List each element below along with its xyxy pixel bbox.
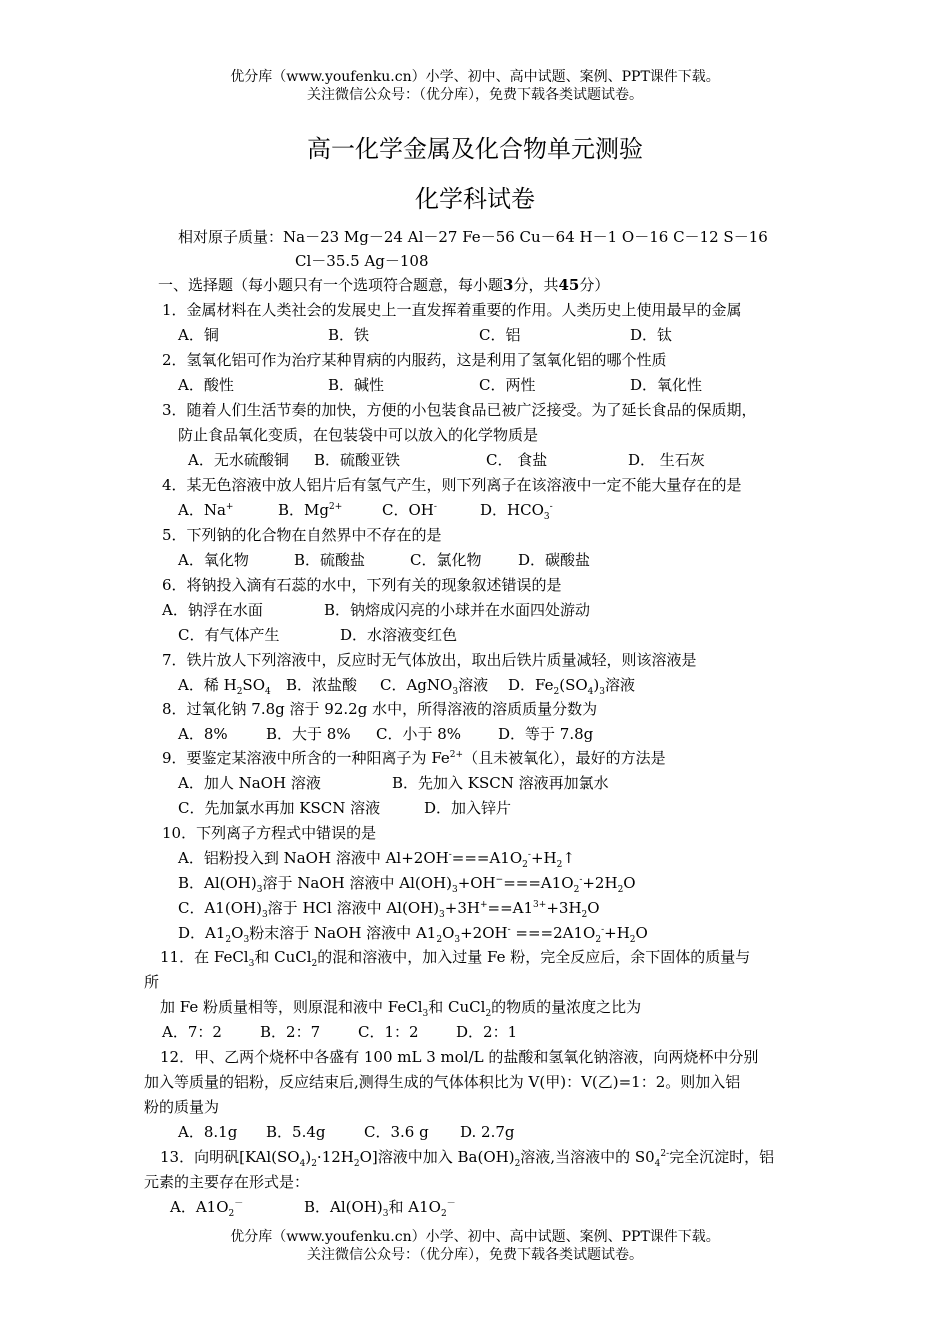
q3-options: [188, 449, 705, 471]
atomic-mass-line-2: Cl－35.5 Ag－108: [295, 252, 429, 270]
q12-option-a: A．8.1g: [178, 1123, 238, 1141]
header-line-1: 优分库（www.youfenku.cn）小学、初中、高中试题、案例、PPT课件下载。: [230, 69, 720, 85]
q5-stem: 5．下列钠的化合物在自然界中不存在的是: [162, 526, 442, 544]
q5-options: [178, 549, 590, 571]
q13-stem-1: 13．向明矾$[KAl(SO_4)_2\cdot 12H_2O]$溶液中加入 $Ba(OH)_2$溶液,当溶液中的 $S0_4^{2-}$完全沉淀时，铝: [160, 1148, 775, 1169]
q1-options: [178, 324, 672, 346]
atomic-mass-line-1: 相对原子质量：Na－23 Mg－24 Al－27 Fe－56 Cu－64 H－1 O－16 C－12 S－16: [178, 228, 768, 246]
q4-stem: 4．某无色溶液中放人铝片后有氢气产生，则下列离子在该溶液中一定不能大量存在的是: [162, 476, 742, 494]
q1-option-b: B．铁: [328, 326, 370, 344]
q1-stem: 1．金属材料在人类社会的发展史上一直发挥着重要的作用。人类历史上使用最早的金属: [162, 301, 742, 319]
q12-stem-1: 12．甲、乙两个烧杯中各盛有 100 mL 3 mol/L 的盐酸和氢氧化钠溶液，向两烧杯中分别: [160, 1048, 759, 1066]
q1-option-d: D．钛: [630, 326, 673, 344]
q11-option-a: A．7：2: [162, 1023, 222, 1041]
q4-option-b: B．$Mg^{2+}$: [278, 501, 343, 519]
q6-options-row-2: [178, 624, 457, 646]
q9-option-b: B．先加入 KSCN 溶液再加氯水: [392, 774, 609, 792]
q4-option-a: A．Na+: [178, 501, 234, 519]
q3-option-a: A．无水硫酸铜: [188, 451, 289, 469]
footer-line-2: 关注微信公众号：（优分库），免费下载各类试题试卷。: [307, 1247, 643, 1263]
q6-option-d: D．水溶液变红色: [340, 626, 458, 644]
q1-option-a: A．铜: [178, 326, 219, 344]
q8-options: [178, 723, 593, 745]
q7-options: [178, 674, 635, 696]
q12-options: [178, 1121, 515, 1143]
q7-option-d: D．$Fe_2(SO_4)_3$溶液: [508, 676, 636, 697]
q10-option-b: B．$Al(OH)_3$溶于 NaOH 溶液中 $Al(OH)_3+OH^-===A1O_2^-+2H_2O$: [178, 874, 636, 895]
section-heading: [158, 274, 609, 296]
q5-option-d: D．碳酸盐: [518, 551, 591, 569]
q2-options: [178, 374, 702, 396]
page-subtitle: 化学科试卷: [415, 185, 535, 213]
q8-option-c: C．小于 8%: [376, 725, 462, 743]
footer-line-1: 优分库（www.youfenku.cn）小学、初中、高中试题、案例、PPT课件下载。: [230, 1229, 720, 1245]
page-title: 高一化学金属及化合物单元测验: [307, 135, 643, 163]
q2-option-a: A．酸性: [178, 376, 234, 394]
q11-option-b: B．2：7: [260, 1023, 321, 1041]
q3-option-c: C． 食盐: [486, 451, 548, 469]
q9-option-a: A．加人 NaOH 溶液: [178, 774, 321, 792]
q12-option-d: D. 2.7g: [460, 1123, 515, 1141]
q12-stem-2: 加入等质量的铝粉，反应结束后,测得生成的气体体积比为 V(甲)：V(乙)=1：2。则加入铝: [144, 1073, 741, 1091]
q11-option-d: D．2：1: [456, 1023, 518, 1041]
q12-option-c: C．3.6 g: [364, 1123, 429, 1141]
q10-option-a: A．铝粉投入到 NaOH 溶液中 $Al+2OH^-===A1O_2^-+H_2↑$: [178, 849, 575, 870]
q13-stem-2: 元素的主要存在形式是：: [144, 1173, 310, 1191]
q11-option-c: C．1：2: [358, 1023, 419, 1041]
q4-option-c: C．OH-: [382, 501, 437, 519]
q2-option-c: C．两性: [479, 376, 536, 394]
q9-stem: 9．要鉴定某溶液中所含的一种阳离子为 $Fe^{2+}$（且未被氧化），最好的方法是: [162, 749, 666, 767]
q3-stem-2: 防止食品氧化变质，在包装袋中可以放入的化学物质是: [178, 426, 539, 444]
q6-option-a: A．钠浮在水面: [162, 601, 263, 619]
q8-option-b: B．大于 8%: [266, 725, 351, 743]
q13-option-b: B．$Al(OH)_3$和 $A1O_2^-$: [304, 1198, 456, 1219]
q13-options: [170, 1196, 456, 1218]
q8-option-d: D．等于 7.8g: [498, 725, 594, 743]
section-middle: 分，共: [513, 276, 559, 294]
q3-option-b: B．硫酸亚铁: [314, 451, 401, 469]
q9-option-c: C．先加氯水再加 KSCN 溶液: [178, 799, 381, 817]
q12-stem-3: 粉的质量为: [144, 1098, 220, 1116]
q5-option-a: A．氧化物: [178, 551, 249, 569]
q4-options: [178, 499, 553, 521]
q2-option-d: D．氧化性: [630, 376, 703, 394]
q5-option-b: B．硫酸盐: [294, 551, 366, 569]
q3-stem-1: 3．随着人们生活节奏的加快，方便的小包装食品已被广泛接受。为了延长食品的保质期，: [162, 401, 757, 419]
q6-stem: 6．将钠投入滴有石蕊的水中，下列有关的现象叙述错误的是: [162, 576, 562, 594]
section-prefix: 一、选择题（每小题只有一个选项符合题意，每小题: [158, 276, 504, 294]
q10-stem: 10．下列离子方程式中错误的是: [162, 824, 377, 842]
q5-option-c: C．氯化物: [410, 551, 482, 569]
q8-stem: 8．过氧化钠 7.8g 溶于 92.2g 水中，所得溶液的溶质质量分数为: [162, 700, 598, 718]
q7-option-b: B．浓盐酸: [286, 676, 358, 694]
q10-option-d: D．$A1_2O_3$粉末溶于 NaOH 溶液中 $A1_2O_3+2OH^- ===2A1O_2^-+H_2O$: [178, 924, 648, 945]
q4-option-d: D．$HCO_3^-$: [480, 501, 553, 522]
q10-option-c: C．$A1(OH)_3$溶于 HCl 溶液中 $Al(OH)_3+3H^+==A1^{3+}+3H_2O$: [178, 899, 600, 920]
q11-options: [162, 1021, 517, 1043]
q11-stem-1: 11．在 FeCl$_3$和 CuCl$_2$的混和溶液中，加入过量 Fe 粉，完全反应后，余下固体的质量与: [160, 948, 751, 969]
q11-stem-2: 加 Fe 粉质量相等，则原混和液中 FeCl$_3$和 CuCl$_2$的物质的量浓度之比为: [160, 998, 642, 1019]
q9-options-row-1: [178, 772, 609, 794]
header-line-2: 关注微信公众号：（优分库），免费下载各类试题试卷。: [307, 87, 643, 103]
section-suffix: 分）: [579, 276, 610, 294]
q12-option-b: B．5.4g: [266, 1123, 326, 1141]
q6-option-b: B．钠熔成闪亮的小球并在水面四处游动: [324, 601, 591, 619]
q7-stem: 7．铁片放人下列溶液中，反应时无气体放出，取出后铁片质量减轻，则该溶液是: [162, 651, 697, 669]
q2-option-b: B．碱性: [328, 376, 385, 394]
section-points-each: 3: [503, 276, 514, 294]
q11-stem-1b: 所: [144, 973, 160, 991]
q8-option-a: A．8%: [178, 725, 228, 743]
q7-option-c: C．AgNO$_3$溶液: [380, 676, 489, 697]
up-arrow-icon: ↑: [562, 849, 575, 867]
section-total: 45: [558, 276, 580, 294]
q6-option-c: C．有气体产生: [178, 626, 280, 644]
q9-option-d: D．加入锌片: [424, 799, 512, 817]
q6-options-row-1: [162, 599, 590, 621]
q13-option-a: A．$A1O_2^-$: [170, 1198, 244, 1219]
q1-option-c: C．铝: [479, 326, 521, 344]
q7-option-a: A．稀 $H_2SO_4$: [178, 676, 271, 697]
q2-stem: 2．氢氧化铝可作为治疗某种胃病的内服药，这是利用了氢氧化铝的哪个性质: [162, 351, 667, 369]
q3-option-d: D． 生石灰: [628, 451, 705, 469]
q9-options-row-2: [178, 797, 511, 819]
